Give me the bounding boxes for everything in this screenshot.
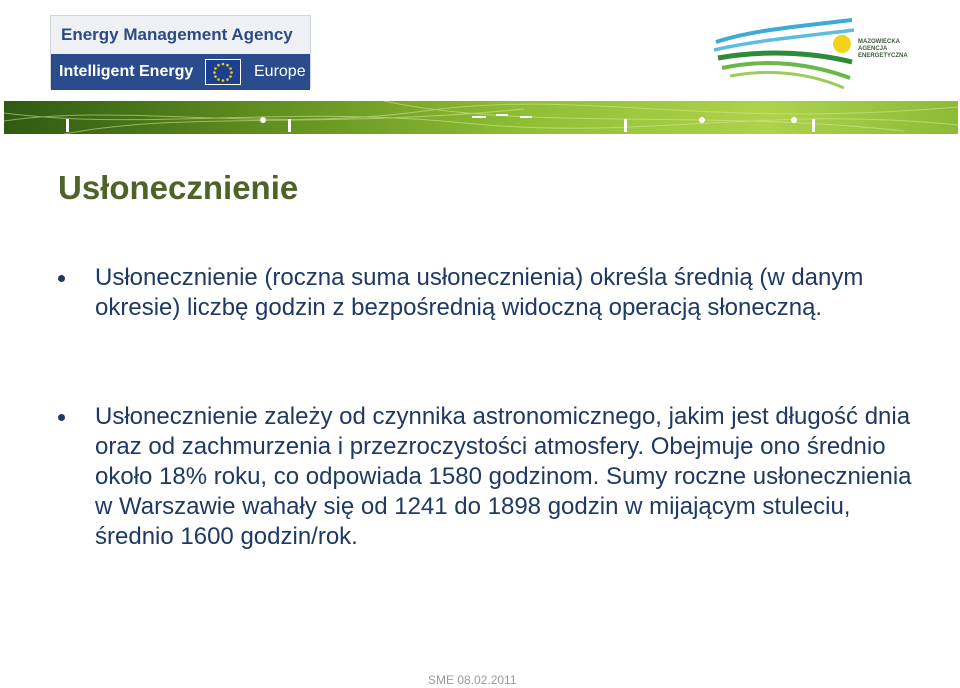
slide-header	[0, 0, 960, 150]
intelligent-energy-label: Intelligent Energy	[59, 63, 194, 80]
bullet-text: Usłonecznienie (roczna suma usłonecznienia) określa średnią (w danym okresie) liczbę godzin z bezpośrednią widoczną operacją słoneczną.	[95, 264, 864, 321]
maz-line-2: AGENCJA	[858, 46, 888, 52]
bullet-dot	[58, 414, 65, 421]
energy-management-agency-logo	[50, 15, 311, 89]
europe-label: Europe	[254, 63, 306, 80]
maz-line-1: MAZOWIECKA	[858, 39, 900, 45]
eu-flag-icon	[205, 59, 241, 85]
maz-line-3: ENERGETYCZNA	[858, 53, 908, 59]
footer-date: SME 08.02.2011	[428, 673, 517, 687]
bullet-dot	[58, 275, 65, 282]
ema-logo-title: Energy Management Agency	[61, 25, 293, 44]
mazowiecka-agencja-logo	[712, 12, 912, 92]
slide-title: Usłonecznienie	[58, 169, 299, 206]
decorative-green-band	[4, 101, 958, 134]
bullet-text: Usłonecznienie zależy od czynnika astronomicznego, jakim jest długość dnia oraz od zachmurzenia i przezroczystości atmosfery. Obejmuje ono średnio około 18% roku, co odpowiada 1580 godzinom. Sumy roczne usłonecznienia w Warszawie wahały się od 1241 do 1898 godzin w mijającym stuleciu, średnio 1600 godzin/rok.	[95, 403, 912, 550]
